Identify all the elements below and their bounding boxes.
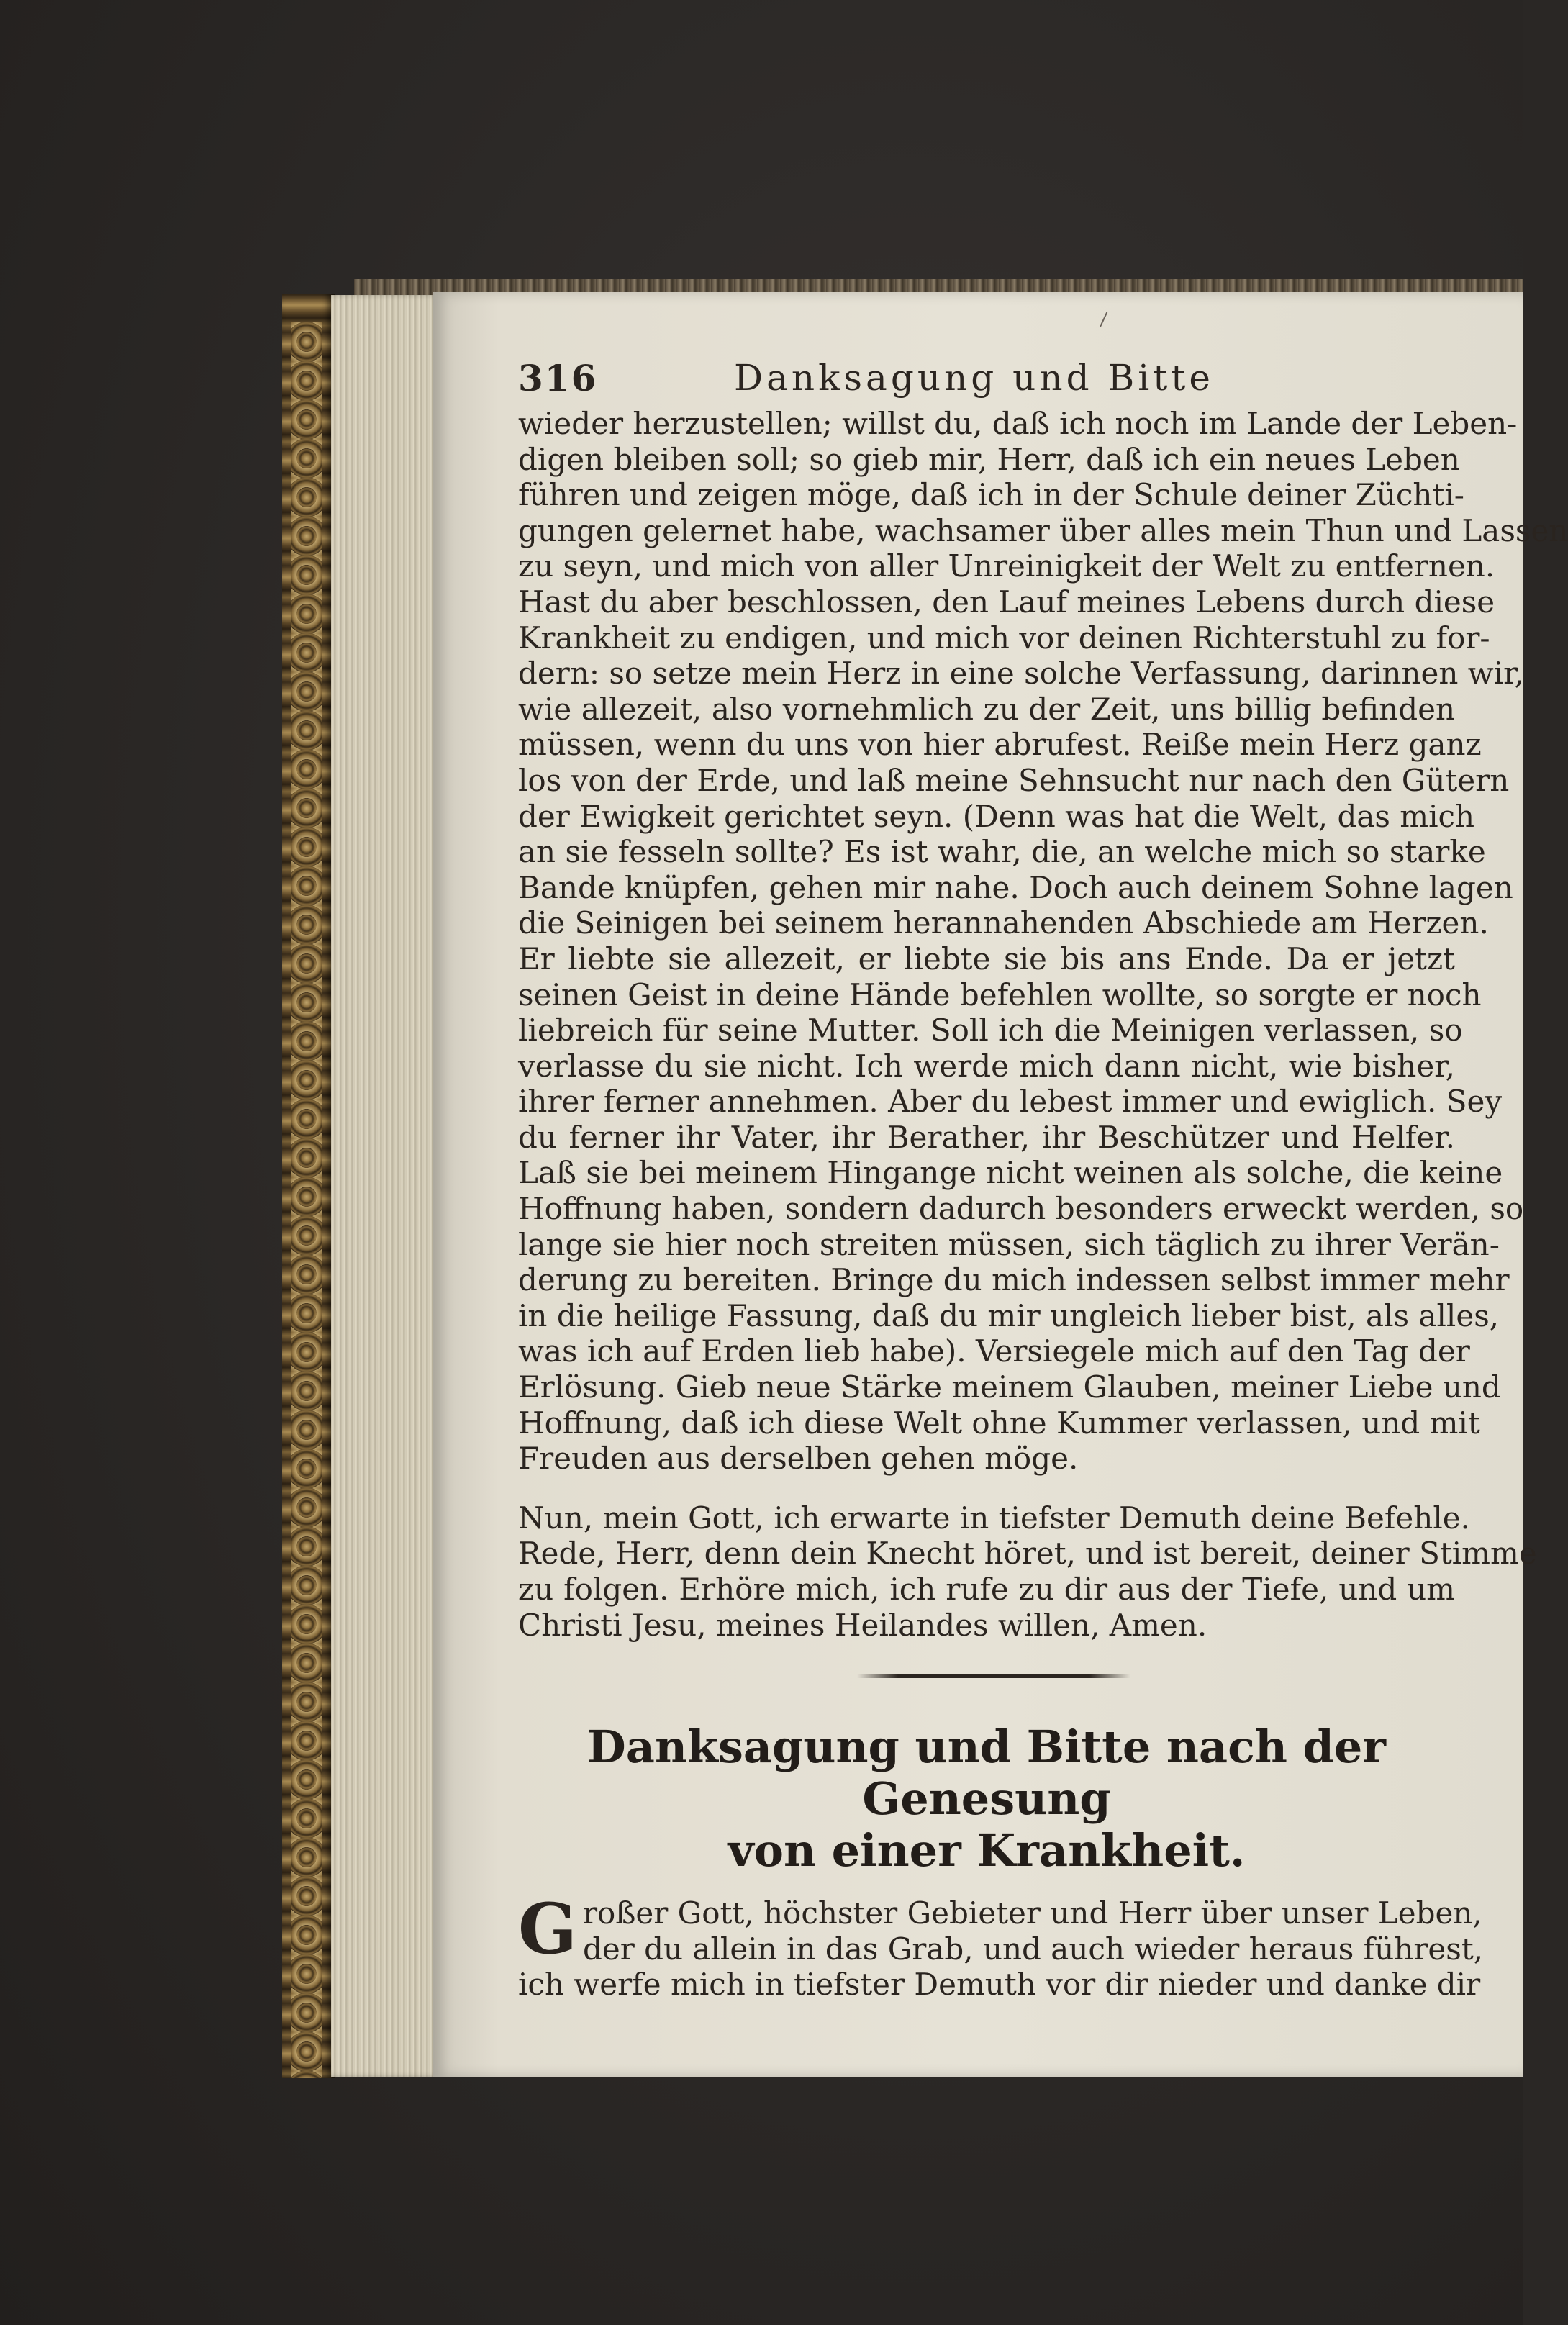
text-line: der Ewigkeit gerichtet seyn. (Denn was hat die Welt, das mich	[518, 798, 1475, 834]
text-line: ihrer ferner annehmen. Aber du lebest immer und ewiglich. Sey	[518, 1084, 1503, 1120]
text-line: wieder herzustellen; willst du, daß ich noch im Lande der Leben-	[518, 406, 1518, 441]
text-line: die Seinigen bei seinem herannahenden Abschiede am Herzen.	[518, 905, 1489, 941]
text-line: Bande knüpfen, gehen mir nahe. Doch auch deinem Sohne lagen	[518, 869, 1513, 905]
text-line: Christi Jesu, meines Heilandes willen, Amen.	[518, 1607, 1207, 1643]
text-line: seinen Geist in deine Hände befehlen wollte, so sorgte er noch	[518, 976, 1482, 1012]
spine-ornament	[291, 322, 322, 2078]
text-line: müssen, wenn du uns von hier abrufest. Reiße mein Herz ganz	[518, 727, 1482, 763]
text-line: liebreich für seine Mutter. Soll ich die Meinigen verlassen, so	[518, 1012, 1463, 1048]
text-line: gungen gelernet habe, wachsamer über alles mein Thun und Lassen	[518, 512, 1568, 548]
text-line: zu seyn, und mich von aller Unreinigkeit der Welt zu entfernen.	[518, 548, 1495, 584]
section-title	[518, 1721, 1455, 1877]
text-line: in die heilige Fassung, daß du mir ungleich lieber bist, als alles,	[518, 1297, 1500, 1333]
text-line: Er liebte sie allezeit, er liebte sie bis ans Ende. Da er jetzt	[518, 941, 1455, 976]
text-line: lange sie hier noch streiten müssen, sich täglich zu ihrer Verän-	[518, 1226, 1500, 1262]
drop-cap: G	[518, 1888, 577, 1970]
page-number: 316	[518, 357, 598, 399]
text-line: zu folgen. Erhöre mich, ich rufe zu dir aus der Tiefe, und um	[518, 1572, 1455, 1607]
open-book	[282, 279, 1568, 2093]
text-line: führen und zeigen möge, daß ich in der Schule deiner Züchti-	[518, 477, 1464, 513]
text-line: wie allezeit, also vornehmlich zu der Zeit, uns billig befinden	[518, 691, 1455, 727]
text-line: Rede, Herr, denn dein Knecht höret, und ist bereit, deiner Stimme	[518, 1536, 1537, 1572]
text-line: was ich auf Erden lieb habe). Versiegele mich auf den Tag der	[518, 1333, 1470, 1369]
opening-line: der du allein in das Grab, und auch wieder heraus führest,	[582, 1931, 1484, 1967]
page-header	[518, 357, 1455, 402]
text-line: Hoffnung, daß ich diese Welt ohne Kummer verlassen, und mit	[518, 1405, 1480, 1441]
text-line: Krankheit zu endigen, und mich vor deinen Richterstuhl zu for-	[518, 620, 1490, 656]
book-page	[433, 292, 1568, 2077]
text-line: verlasse du sie nicht. Ich werde mich dann nicht, wie bisher,	[518, 1048, 1455, 1084]
text-line: an sie fesseln sollte? Es ist wahr, die, an welche mich so starke	[518, 834, 1486, 870]
book-spine	[282, 294, 335, 2078]
text-line: du ferner ihr Vater, ihr Berather, ihr Beschützer und Helfer.	[518, 1119, 1455, 1155]
text-line: derung zu bereiten. Bringe du mich indessen selbst immer mehr	[518, 1262, 1510, 1298]
section-opening	[518, 1888, 1484, 2003]
text-line: los von der Erde, und laß meine Sehnsucht nur nach den Gütern	[518, 762, 1510, 798]
section-title-line-2: von einer Krankheit.	[728, 1824, 1246, 1877]
prayer-paragraph-2	[518, 1500, 1537, 1643]
text-line: dern: so setze mein Herz in eine solche Verfassung, darinnen wir,	[518, 656, 1524, 692]
text-line: Freuden aus derselben gehen möge.	[518, 1441, 1079, 1477]
text-line: Erlösung. Gieb neue Stärke meinem Glauben, meiner Liebe und	[518, 1369, 1501, 1405]
page-edges	[331, 295, 439, 2077]
page-content	[518, 357, 1568, 2003]
text-line: Hast du aber beschlossen, den Lauf meines Lebens durch diese	[518, 584, 1495, 620]
text-line: Nun, mein Gott, ich erwarte in tiefster Demuth deine Befehle.	[518, 1500, 1470, 1536]
opening-line: ich werfe mich in tiefster Demuth vor dir nieder und danke dir	[518, 1967, 1481, 2003]
section-title-line-1: Danksagung und Bitte nach der Genesung	[587, 1721, 1386, 1826]
text-line: digen bleiben soll; so gieb mir, Herr, daß ich ein neues Leben	[518, 441, 1460, 477]
text-line: Laß sie bei meinem Hingange nicht weinen als solche, die keine	[518, 1155, 1503, 1191]
text-line: Hoffnung haben, sondern dadurch besonders erweckt werden, so	[518, 1191, 1524, 1227]
pencil-mark	[1100, 312, 1117, 332]
running-head: Danksagung und Bitte	[734, 357, 1214, 399]
paragraph-gap	[518, 1477, 1455, 1496]
section-divider	[857, 1674, 1130, 1678]
prayer-paragraph-1	[518, 406, 1568, 1477]
opening-line: roßer Gott, höchster Gebieter und Herr über unser Leben,	[582, 1895, 1482, 1931]
